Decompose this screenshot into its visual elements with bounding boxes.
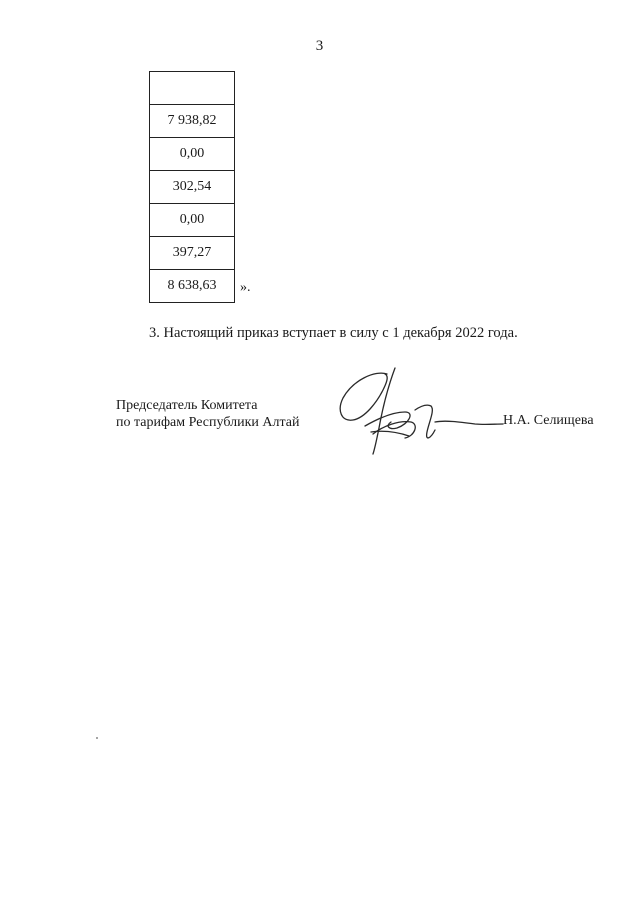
table-cell: 397,27: [150, 237, 235, 270]
table-row: [150, 237, 235, 270]
table-row: [150, 204, 235, 237]
signer-name: Н.А. Селищева: [503, 413, 594, 428]
signer-title-line2: по тарифам Республики Алтай: [116, 415, 300, 430]
closing-quote: ».: [240, 280, 251, 295]
order-effective-clause: 3. Настоящий приказ вступает в силу с 1 декабря 2022 года.: [149, 325, 518, 341]
table-row: [150, 171, 235, 204]
table-row: [150, 72, 235, 105]
handwritten-signature: [335, 362, 505, 462]
table-cell-empty: [150, 72, 235, 105]
table-cell: 0,00: [150, 138, 235, 171]
page-number: 3: [315, 38, 324, 54]
table-cell: 0,00: [150, 204, 235, 237]
signer-title: [116, 397, 299, 431]
table-row: [150, 105, 235, 138]
table-row: [150, 270, 235, 303]
scan-speck: [96, 737, 98, 739]
values-table: [149, 71, 235, 303]
table-cell-total: 8 638,63: [150, 270, 235, 303]
signer-title-line1: Председатель Комитета: [116, 398, 258, 413]
table-cell: 302,54: [150, 171, 235, 204]
table-row: [150, 138, 235, 171]
table-cell: 7 938,82: [150, 105, 235, 138]
